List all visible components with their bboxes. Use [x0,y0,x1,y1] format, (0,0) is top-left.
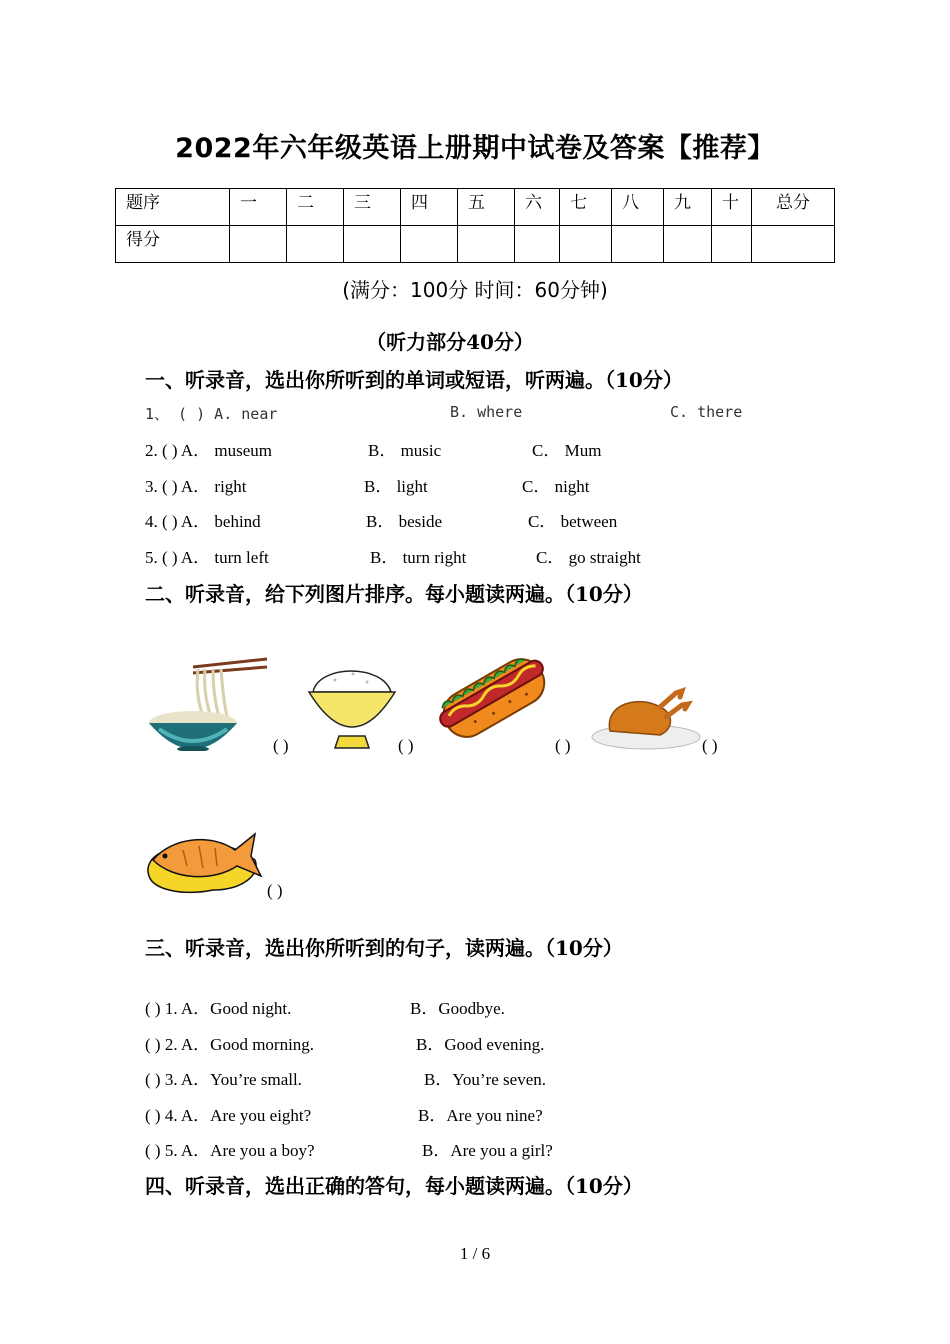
order-blank-5[interactable]: ( ) [267,881,283,900]
q3-option-c: C． night [522,477,590,496]
table-cell: 五 [458,189,515,226]
rice-image [305,660,399,752]
score-cell[interactable] [458,226,515,263]
q4-option-c: C． between [528,512,618,531]
q2-option-a: 2. ( ) A． museum [145,441,273,460]
score-cell[interactable] [752,226,835,263]
table-cell: 九 [664,189,712,226]
q3-option-a: 3. ( ) A． right [145,477,247,496]
table-cell: 十 [712,189,752,226]
hotdog-image [436,645,552,751]
s3-q3-option-a: ( ) 3. A．You’re small. [145,1070,302,1089]
q2-option-b: B． music [368,441,442,460]
q1-option-c: C. there [670,403,743,421]
score-cell[interactable] [664,226,712,263]
q1-option-b: B. where [450,403,523,421]
score-cell[interactable] [712,226,752,263]
page-number: 1 / 6 [459,1244,491,1263]
q5-option-c: C． go straight [536,548,641,567]
section2-heading: 二、听录音，给下列图片排序。每小题读两遍。（10分） [145,582,643,606]
table-cell: 题序 [116,189,230,226]
score-cell[interactable] [560,226,612,263]
q5-option-a: 5. ( ) A． turn left [145,548,269,567]
table-cell: 四 [401,189,458,226]
table-cell: 六 [515,189,560,226]
table-cell: 七 [560,189,612,226]
order-blank-3[interactable]: ( ) [555,736,571,755]
s3-q2-option-a: ( ) 2. A．Good morning. [145,1035,315,1054]
table-cell: 得分 [116,226,230,263]
table-cell: 二 [287,189,344,226]
s3-q1-option-a: ( ) 1. A．Good night. [145,999,292,1018]
table-cell: 八 [612,189,664,226]
q5-option-b: B． turn right [370,548,467,567]
score-cell[interactable] [401,226,458,263]
listening-part-label: （听力部分40分） [366,330,534,354]
s3-q2-option-b: B．Good evening. [416,1035,545,1054]
table-row [116,189,835,226]
s3-q1-option-b: B．Goodbye. [410,999,505,1018]
order-blank-2[interactable]: ( ) [398,736,414,755]
s3-q5-option-b: B．Are you a girl? [422,1141,553,1160]
q3-option-b: B． light [364,477,428,496]
section1-heading: 一、听录音，选出你所听到的单词或短语，听两遍。（10分） [145,368,683,392]
score-table [115,188,835,263]
table-cell: 三 [344,189,401,226]
score-cell[interactable] [612,226,664,263]
table-cell: 总分 [752,189,835,226]
fish-image [143,820,265,896]
q2-option-c: C． Mum [532,441,602,460]
s3-q4-option-a: ( ) 4. A．Are you eight? [145,1106,312,1125]
roast-chicken-image [590,683,702,753]
page-title: 2022年六年级英语上册期中试卷及答案【推荐】 [175,133,775,164]
noodles-image [143,655,271,751]
exam-info: (满分：100分 时间：60分钟) [342,278,608,302]
score-cell[interactable] [344,226,401,263]
section4-heading: 四、听录音，选出正确的答句，每小题读两遍。（10分） [145,1174,643,1198]
q4-option-a: 4. ( ) A． behind [145,512,261,531]
q1-option-a: 1、 ( ) A. near [145,405,278,423]
score-cell[interactable] [515,226,560,263]
q4-option-b: B． beside [366,512,443,531]
table-cell: 一 [230,189,287,226]
order-blank-1[interactable]: ( ) [273,736,289,755]
table-row [116,226,835,263]
section3-heading: 三、听录音，选出你所听到的句子，读两遍。（10分） [145,936,623,960]
s3-q3-option-b: B．You’re seven. [424,1070,546,1089]
s3-q5-option-a: ( ) 5. A．Are you a boy? [145,1141,315,1160]
score-cell[interactable] [230,226,287,263]
s3-q4-option-b: B．Are you nine? [418,1106,543,1125]
score-cell[interactable] [287,226,344,263]
order-blank-4[interactable]: ( ) [702,736,718,755]
